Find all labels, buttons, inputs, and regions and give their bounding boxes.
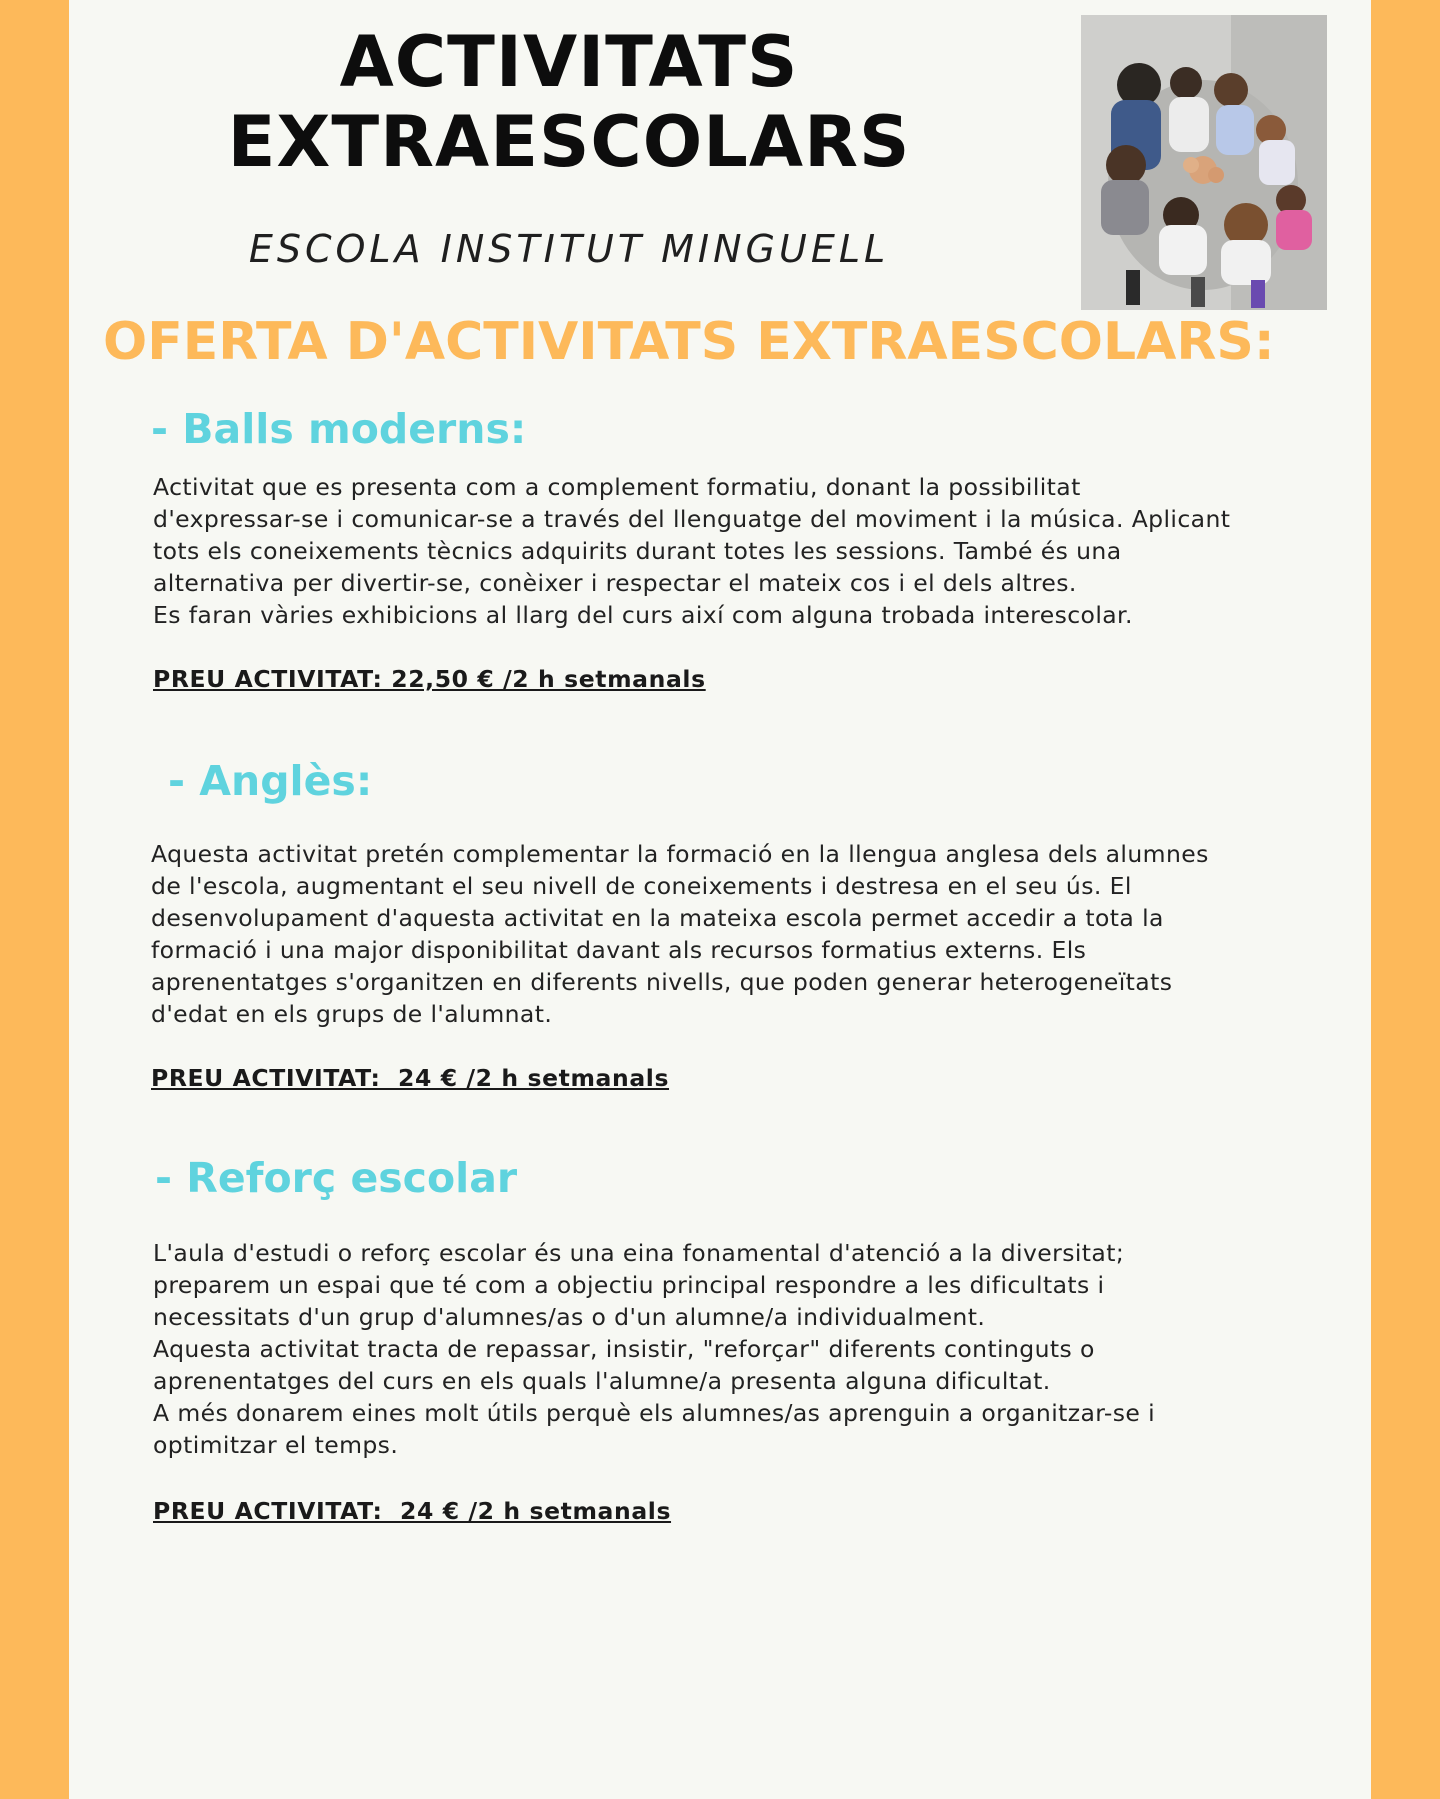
activity-description-balls [153, 471, 1230, 631]
activity-heading-reforc: - Reforç escolar [155, 1154, 518, 1202]
activity-description-angles [151, 838, 1209, 1030]
offer-title: OFERTA D'ACTIVITATS EXTRAESCOLARS: [103, 312, 1275, 372]
description-line: optimitzar el temps. [153, 1431, 399, 1459]
flyer-page [69, 0, 1371, 1799]
description-line: alternativa per divertir-se, conèixer i respectar el mateix cos i el dels altres. [153, 569, 1077, 597]
activity-heading-balls: - Balls moderns: [151, 405, 527, 453]
activity-price-angles: PREU ACTIVITAT: 24 € /2 h setmanals [151, 1064, 670, 1092]
activity-description-reforc [153, 1237, 1155, 1461]
description-line: d'edat en els grups de l'alumnat. [151, 1000, 553, 1028]
description-line: Aquesta activitat pretén complementar la formació en la llengua anglesa dels alumnes [151, 840, 1209, 868]
description-line: Aquesta activitat tracta de repassar, insistir, "reforçar" diferents continguts o [153, 1335, 1095, 1363]
activity-price-reforc: PREU ACTIVITAT: 24 € /2 h setmanals [153, 1497, 672, 1525]
description-line: d'expressar-se i comunicar-se a través del llenguatge del moviment i la música. Aplicant [153, 505, 1231, 533]
title-line-2: EXTRAESCOLARS [227, 101, 911, 183]
activity-price-balls: PREU ACTIVITAT: 22,50 € /2 h setmanals [153, 665, 706, 693]
description-line: formació i una major disponibilitat davant als recursos formatius externs. Els [151, 936, 1087, 964]
page-title [189, 22, 949, 182]
description-line: tots els coneixements tècnics adquirits durant totes les sessions. També és una [153, 537, 1122, 565]
description-line: de l'escola, augmentant el seu nivell de coneixements i destresa en el seu ús. El [151, 872, 1132, 900]
description-line: Es faran vàries exhibicions al llarg del curs així com alguna trobada interescolar. [153, 601, 1133, 629]
description-line: desenvolupament d'aquesta activitat en la mateixa escola permet accedir a tota la [151, 904, 1164, 932]
description-line: L'aula d'estudi o reforç escolar és una eina fonamental d'atenció a la diversitat; [153, 1239, 1125, 1267]
description-line: preparem un espai que té com a objectiu principal respondre a les dificultats i [153, 1271, 1105, 1299]
group-photo [1081, 15, 1327, 310]
children-circle-photo-icon [1081, 15, 1327, 310]
title-line-1: ACTIVITATS [339, 21, 799, 103]
description-line: aprenentatges del curs en els quals l'alumne/a presenta alguna dificultat. [153, 1367, 1051, 1395]
description-line: aprenentatges s'organitzen en diferents nivells, que poden generar heterogeneïtats [151, 968, 1173, 996]
activity-heading-angles: - Anglès: [168, 757, 373, 805]
description-line: A més donarem eines molt útils perquè els alumnes/as aprenguin a organitzar-se i [153, 1399, 1156, 1427]
school-name: ESCOLA INSTITUT MINGUELL [248, 227, 890, 271]
description-line: Activitat que es presenta com a complement formatiu, donant la possibilitat [153, 473, 1081, 501]
description-line: necessitats d'un grup d'alumnes/as o d'un alumne/a individualment. [153, 1303, 986, 1331]
